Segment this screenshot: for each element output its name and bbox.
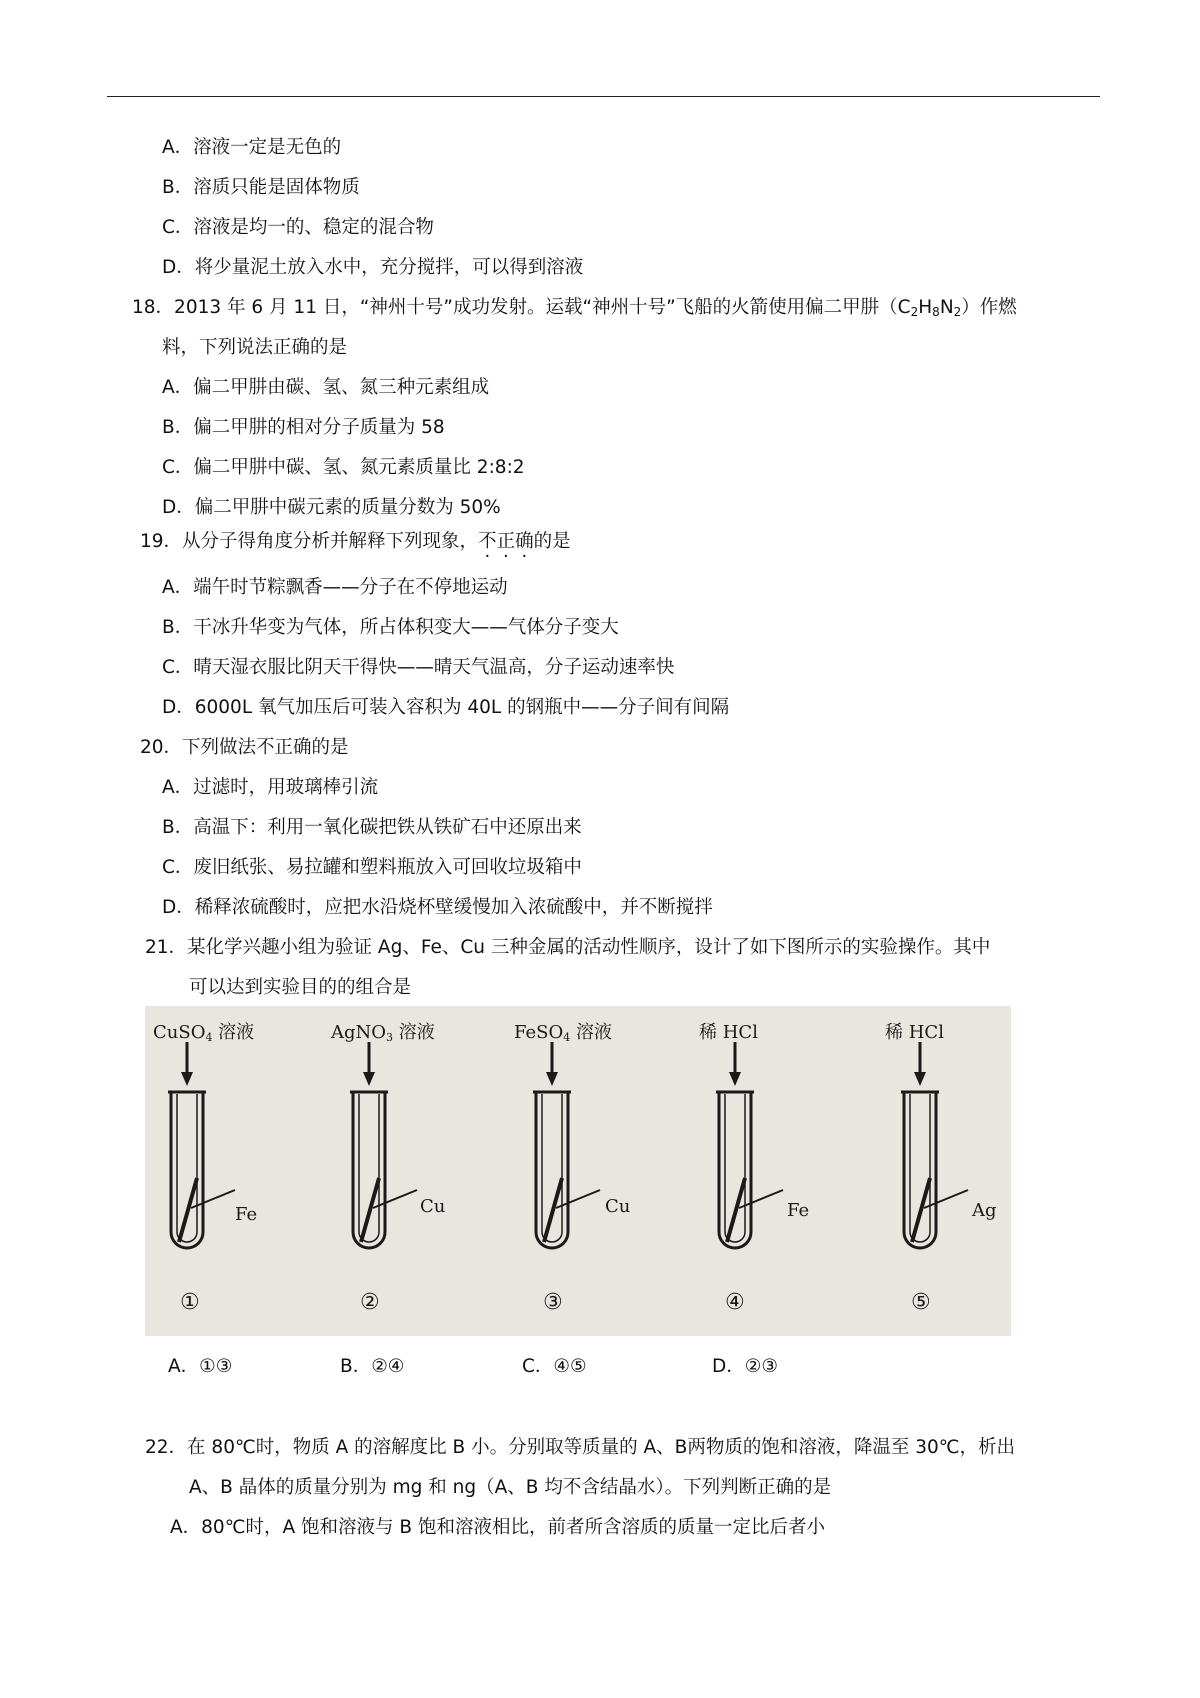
header-rule [107,96,1100,97]
q21-stem-line2: 可以达到实验目的的组合是 [189,977,412,998]
q19-number: 19． [140,531,183,552]
q21-answer-a: A．①③ [168,1356,233,1377]
q21-answer-b: B．②④ [340,1356,405,1377]
q17-option-d: D．将少量泥土放入水中，充分搅拌，可以得到溶液 [162,257,584,278]
q19-option-a: A．端午时节粽飘香——分子在不停地运动 [162,577,508,598]
test-tube-2 [353,1092,385,1248]
q19-stem-text-end: 的是 [533,531,571,552]
q22-option-a: A．80℃时，A 饱和溶液与 B 饱和溶液相比，前者所含溶质的质量一定比后者小 [170,1517,825,1538]
q20-number: 20． [140,737,183,758]
q18-stem-text: 2013 年 6 月 11 日，“神州十号”成功发射。运载“神州十号”飞船的火箭使用偏二甲肼（C [174,297,911,318]
q20-stem [140,736,349,760]
arrow-head-icon [914,1072,926,1086]
formula-element: H [918,297,933,318]
formula-element: N [939,297,954,318]
tube-1-metal: Fe [235,1204,258,1225]
test-tube-4 [719,1092,751,1248]
tube-2-reagent: AgNO$_3$ 溶液 [331,1022,435,1044]
metal-strip-1 [179,1178,197,1242]
q21-number: 21． [145,937,188,958]
tube-1-reagent: CuSO$_4$ 溶液 [153,1022,255,1044]
q20-option-d: D．稀释浓硫酸时，应把水沿烧杯壁缓慢加入浓硫酸中，并不断搅拌 [162,897,713,918]
q18-option-d: D．偏二甲肼中碳元素的质量分数为 50% [162,497,501,518]
tube-3-reagent: FeSO$_4$ 溶液 [514,1022,612,1044]
q22-stem-text: 在 80℃时，物质 A 的溶解度比 B 小。分别取等质量的 A、B两物质的饱和溶液，降温至 30℃，析出 [187,1437,1016,1458]
metal-strip-3 [544,1178,562,1242]
formula-subscript: 8 [932,305,940,319]
q17-option-a: A．溶液一定是无色的 [162,137,342,158]
formula-subscript: 2 [910,305,919,319]
tube-3-label: ③ [543,1290,563,1315]
test-tubes-drawing [145,1006,1011,1336]
tube-3-metal: Cu [605,1196,631,1217]
q18-stem-text-end: ）作燃 [961,297,1017,318]
tube-4-metal: Fe [787,1200,810,1221]
q18-stem-line2: 料，下列说法正确的是 [162,337,348,358]
arrow-head-icon [546,1072,558,1086]
q19-option-b: B．干冰升华变为气体，所占体积变大——气体分子变大 [162,617,619,638]
tube-4-reagent: 稀 HCl [699,1022,758,1043]
q21-answer-c: C．④⑤ [522,1356,587,1377]
arrow-head-icon [729,1072,741,1086]
test-tube-1 [171,1092,203,1248]
test-tube-3 [536,1092,568,1248]
q18-option-c: C．偏二甲肼中碳、氢、氮元素质量比 2:8:2 [162,457,525,478]
q19-stem-text: 从分子得角度分析并解释下列现象， [182,531,479,552]
q21-stem [145,936,990,960]
q18-number: 18． [132,297,175,318]
q19-option-d: D．6000L 氧气加压后可装入容积为 40L 的钢瓶中——分子间有间隔 [162,697,730,718]
q20-stem-text: 下列做法不正确的是 [182,737,349,758]
q19-stem [140,530,571,554]
emphasis-char: 确 [515,531,534,552]
q18-option-a: A．偏二甲肼由碳、氢、氮三种元素组成 [162,377,490,398]
arrow-head-icon [363,1072,375,1086]
q18-option-b: B．偏二甲肼的相对分子质量为 58 [162,417,445,438]
q21-answer-d: D．②③ [712,1356,778,1377]
q20-option-a: A．过滤时，用玻璃棒引流 [162,777,379,798]
tube-5-label: ⑤ [911,1290,931,1315]
q19-option-c: C．晴天湿衣服比阴天干得快——晴天气温高，分子运动速率快 [162,657,675,678]
q22-stem [145,1436,1015,1460]
q17-option-c: C．溶液是均一的、稳定的混合物 [162,217,434,238]
experiment-figure [145,1006,1011,1336]
test-tube-5 [904,1092,936,1248]
q20-option-c: C．废旧纸张、易拉罐和塑料瓶放入可回收垃圾箱中 [162,857,582,878]
q22-stem-line2: A、B 晶体的质量分别为 mg 和 ng（A、B 均不含结晶水）。下列判断正确的是 [189,1477,832,1498]
q21-stem-text: 某化学兴趣小组为验证 Ag、Fe、Cu 三种金属的活动性顺序，设计了如下图所示的实验操作。其中 [187,937,991,958]
tube-5-reagent: 稀 HCl [885,1022,944,1043]
emphasis-char: 不 [478,531,497,552]
metal-strip-5 [912,1178,930,1242]
metal-strip-2 [361,1178,379,1242]
emphasis-char: 正 [496,531,516,552]
tube-2-metal: Cu [420,1196,446,1217]
tube-5-metal: Ag [972,1200,997,1221]
q22-number: 22． [145,1437,188,1458]
q17-option-b: B．溶质只能是固体物质 [162,177,360,198]
metal-strip-4 [727,1178,745,1242]
tube-2-label: ② [360,1290,380,1315]
arrow-head-icon [181,1072,193,1086]
tube-1-label: ① [180,1290,200,1315]
formula-subscript: 2 [953,305,962,319]
tube-4-label: ④ [725,1290,745,1315]
q18-stem [132,296,1017,320]
q20-option-b: B．高温下：利用一氧化碳把铁从铁矿石中还原出来 [162,817,582,838]
